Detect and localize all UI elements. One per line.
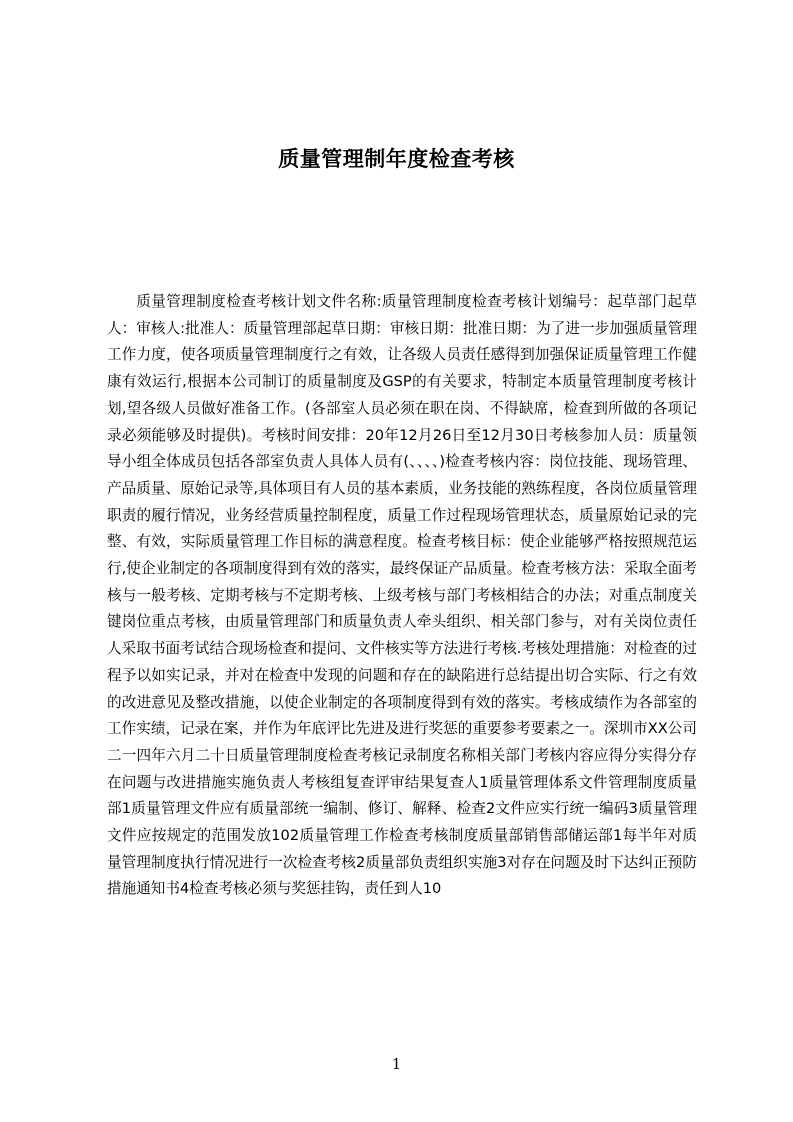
document-title: 质量管理制年度检查考核 — [278, 147, 515, 171]
document-body-paragraph: 质量管理制度检查考核计划文件名称:质量管理制度检查考核计划编号：起草部门起草人：审核人:批准人：质量管理部起草日期：审核日期：批准日期：为了进一步加强质量管理工作力度，使各项质量管理制度行之有效，让各级人员责任感得到加强保证质量管理工作健康有效运行,根据本公司制订的质量制度及GSP的有关要求，特制定本质量管理制度考核计划,望各级人员做好准备工作。(各部室人员必须在职在岗、不得缺席，检查到所做的各项记录必须能够及时提供)。考核时间安排：20年12月26日至12月30日考核参加人员：质量领导小组全体成员包括各部室负责人具体人员有(、、、、)检查考核内容：岗位技能、现场管理、产品质量、原始记录等,具体项目有人员的基本素质，业务技能的熟练程度，各岗位质量管理职责的履行情况，业务经营质量控制程度，质量工作过程现场管理状态，质量原始记录的完整、有效，实际质量管理工作目标的满意程度。检查考核目标：使企业能够严格按照规范运行,使企业制定的各项制度得到有效的落实，最终保证产品质量。检查考核方法：采取全面考核与一般考核、定期考核与不定期考核、上级考核与部门考核相结合的办法；对重点制度关键岗位重点考核，由质量管理部门和质量负责人牵头组织、相关部门参与，对有关岗位责任人采取书面考试结合现场检查和提问、文件核实等方法进行考核.考核处理措施：对检查的过程予以如实记录，并对在检查中发现的问题和存在的缺陷进行总结提出切合实际、行之有效的改进意见及整改措施，以使企业制定的各项制度得到有效的落实。考核成绩作为各部室的工作实绩，记录在案，并作为年底评比先进及进行奖惩的重要参考要素之一。深圳市XX公司二一四年六月二十日质量管理制度检查考核记录制度名称相关部门考核内容应得分实得分存在问题与改进措施实施负责人考核组复查评审结果复查人1质量管理体系文件管理制度质量部1质量管理文件应有质量部统一编制、修订、解释、检查2文件应实行统一编码3质量管理文件应按规定的范围发放102质量管理工作检查考核制度质量部销售部储运部1每半年对质量管理制度执行情况进行一次检查考核2质量部负责组织实施3对存在问题及时下达纠正预防措施通知书4检查考核必须与奖惩挂钩，责任到人10 — [107, 293, 697, 898]
page-number: 1 — [391, 1055, 402, 1073]
